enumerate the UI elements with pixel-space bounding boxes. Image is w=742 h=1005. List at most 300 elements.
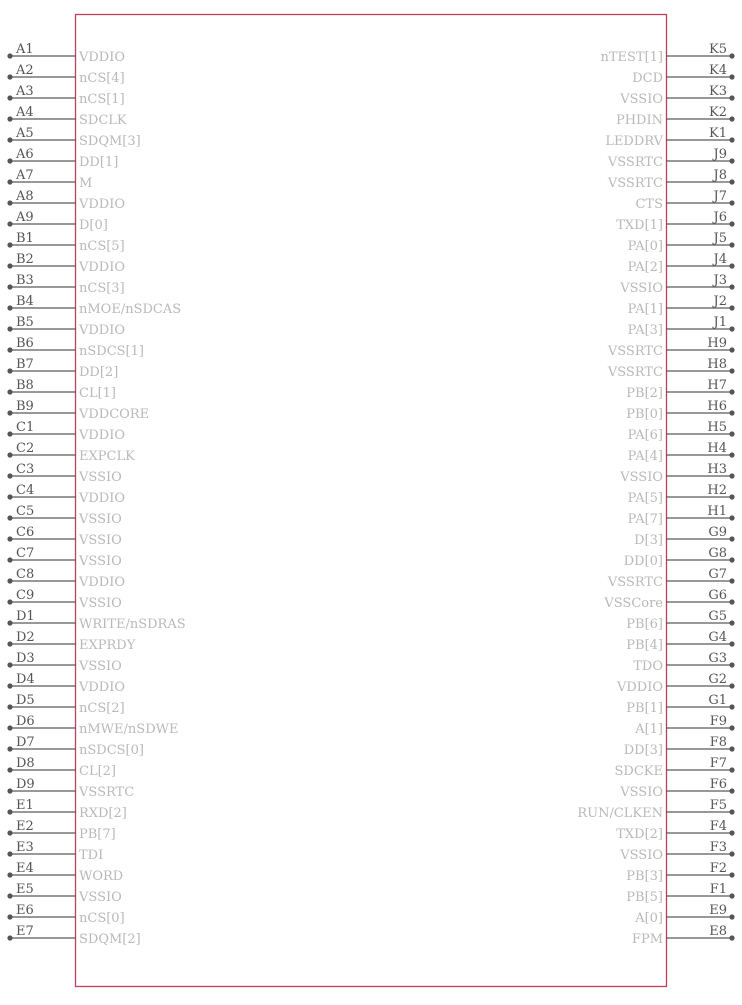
pin-connection-dot bbox=[7, 452, 12, 457]
pin-number: A2 bbox=[16, 63, 34, 78]
pin-name: PA[2] bbox=[627, 260, 663, 275]
pin-name: VSSIO bbox=[620, 470, 663, 485]
pin-j3 bbox=[619, 273, 734, 296]
pin-name: SDQM[2] bbox=[79, 932, 141, 947]
pin-j2 bbox=[628, 294, 735, 317]
pin-number: D7 bbox=[16, 735, 35, 750]
pin-connection-dot bbox=[7, 368, 12, 373]
pin-number: G8 bbox=[708, 546, 727, 561]
pin-number: C7 bbox=[16, 546, 35, 561]
pin-number: G1 bbox=[708, 693, 727, 708]
pin-number: C5 bbox=[16, 504, 35, 519]
pin-number: B7 bbox=[16, 357, 34, 372]
pin-number: C6 bbox=[16, 525, 35, 540]
left-pin-group bbox=[7, 42, 185, 947]
pin-connection-dot bbox=[7, 725, 12, 730]
pin-number: K4 bbox=[709, 63, 727, 78]
pin-connection-dot bbox=[729, 641, 734, 646]
pin-number: K1 bbox=[709, 126, 727, 141]
pin-a4 bbox=[7, 105, 127, 128]
pin-a6 bbox=[7, 147, 118, 170]
pin-name: VDDIO bbox=[79, 575, 126, 590]
pin-connection-dot bbox=[729, 599, 734, 604]
pin-connection-dot bbox=[7, 347, 12, 352]
component-body bbox=[76, 15, 667, 987]
pin-number: A3 bbox=[16, 84, 34, 99]
pin-c2 bbox=[7, 441, 135, 464]
pin-name: VDDCORE bbox=[79, 407, 150, 422]
pin-number: J2 bbox=[713, 294, 727, 309]
pin-a2 bbox=[7, 63, 124, 86]
pin-connection-dot bbox=[729, 851, 734, 856]
pin-name: VSSIO bbox=[79, 512, 122, 527]
pin-number: D3 bbox=[16, 651, 35, 666]
pin-connection-dot bbox=[729, 662, 734, 667]
pin-connection-dot bbox=[7, 893, 12, 898]
pin-connection-dot bbox=[729, 74, 734, 79]
pin-h9 bbox=[607, 336, 735, 359]
pin-connection-dot bbox=[729, 158, 734, 163]
pin-j7 bbox=[635, 189, 734, 212]
pin-connection-dot bbox=[729, 515, 734, 520]
pin-connection-dot bbox=[729, 116, 734, 121]
pin-g3 bbox=[633, 651, 734, 674]
pin-k3 bbox=[619, 84, 734, 107]
pin-connection-dot bbox=[7, 935, 12, 940]
pin-number: G6 bbox=[708, 588, 727, 603]
pin-connection-dot bbox=[7, 74, 12, 79]
pin-f8 bbox=[624, 735, 735, 758]
pin-c8 bbox=[7, 567, 125, 590]
pin-connection-dot bbox=[729, 473, 734, 478]
pin-number: D2 bbox=[16, 630, 35, 645]
pin-number: B2 bbox=[16, 252, 34, 267]
pin-name: VSSIO bbox=[620, 785, 663, 800]
pin-e6 bbox=[7, 903, 124, 926]
pin-connection-dot bbox=[729, 557, 734, 562]
pin-connection-dot bbox=[729, 53, 734, 58]
pin-number: A6 bbox=[16, 147, 34, 162]
pin-connection-dot bbox=[729, 368, 734, 373]
pin-name: PA[0] bbox=[627, 239, 663, 254]
pin-number: G2 bbox=[708, 672, 727, 687]
pin-name: VSSIO bbox=[79, 470, 122, 485]
pin-f5 bbox=[577, 798, 734, 821]
pin-number: F4 bbox=[709, 819, 727, 834]
pin-name: VSSIO bbox=[620, 281, 663, 296]
pin-c3 bbox=[7, 462, 121, 485]
pin-connection-dot bbox=[729, 410, 734, 415]
pin-name: EXPRDY bbox=[79, 638, 136, 653]
pin-e1 bbox=[7, 798, 126, 821]
pin-connection-dot bbox=[7, 851, 12, 856]
pin-b3 bbox=[7, 273, 124, 296]
pin-f7 bbox=[615, 756, 735, 779]
pin-k4 bbox=[632, 63, 734, 86]
pin-name: VDDIO bbox=[79, 491, 126, 506]
pin-connection-dot bbox=[7, 431, 12, 436]
pin-number: G4 bbox=[708, 630, 727, 645]
pin-number: H2 bbox=[707, 483, 727, 498]
pin-number: H9 bbox=[707, 336, 727, 351]
pin-number: B6 bbox=[16, 336, 34, 351]
pin-name: DD[3] bbox=[623, 743, 663, 758]
pin-number: J5 bbox=[713, 231, 727, 246]
pin-h7 bbox=[626, 378, 734, 401]
pin-number: B5 bbox=[16, 315, 34, 330]
pin-name: nMWE/nSDWE bbox=[79, 722, 179, 737]
pin-name: D[0] bbox=[79, 218, 108, 233]
pin-number: E9 bbox=[709, 903, 727, 918]
pin-number: K2 bbox=[709, 105, 727, 120]
pin-number: B3 bbox=[16, 273, 34, 288]
pin-name: LEDDRV bbox=[605, 134, 663, 149]
pin-connection-dot bbox=[729, 389, 734, 394]
pin-connection-dot bbox=[729, 347, 734, 352]
pin-number: J8 bbox=[713, 168, 727, 183]
pin-k2 bbox=[616, 105, 735, 128]
pin-connection-dot bbox=[7, 809, 12, 814]
pin-number: H3 bbox=[707, 462, 727, 477]
pin-e9 bbox=[634, 903, 734, 926]
pin-connection-dot bbox=[7, 137, 12, 142]
pin-name: nSDCS[1] bbox=[79, 344, 144, 359]
pin-name: VSSIO bbox=[79, 659, 122, 674]
pin-connection-dot bbox=[7, 242, 12, 247]
pin-connection-dot bbox=[7, 200, 12, 205]
pin-name: PA[3] bbox=[627, 323, 663, 338]
pin-name: VSSRTC bbox=[607, 575, 663, 590]
pin-number: D4 bbox=[16, 672, 35, 687]
pin-number: F2 bbox=[709, 861, 727, 876]
pin-number: D1 bbox=[16, 609, 35, 624]
pin-j9 bbox=[607, 147, 735, 170]
pin-f1 bbox=[626, 882, 734, 905]
pin-name: TXD[1] bbox=[616, 218, 663, 233]
pin-name: VDDIO bbox=[79, 323, 126, 338]
pin-name: VSSRTC bbox=[607, 176, 663, 191]
pin-number: F5 bbox=[709, 798, 727, 813]
pin-a7 bbox=[7, 168, 92, 191]
pin-number: H1 bbox=[707, 504, 727, 519]
pin-connection-dot bbox=[729, 830, 734, 835]
pin-connection-dot bbox=[7, 158, 12, 163]
pin-k5 bbox=[600, 42, 734, 65]
pin-number: C9 bbox=[16, 588, 35, 603]
pin-name: VSSRTC bbox=[607, 155, 663, 170]
pin-number: D6 bbox=[16, 714, 35, 729]
pin-name: EXPCLK bbox=[79, 449, 135, 464]
pin-b7 bbox=[7, 357, 118, 380]
pin-number: J9 bbox=[713, 147, 727, 162]
pin-number: E5 bbox=[16, 882, 34, 897]
pin-number: F3 bbox=[709, 840, 727, 855]
pin-d8 bbox=[7, 756, 116, 779]
pin-e2 bbox=[7, 819, 115, 842]
pin-name: VSSIO bbox=[620, 848, 663, 863]
pin-name: VSSRTC bbox=[79, 785, 135, 800]
pin-name: nCS[5] bbox=[79, 239, 125, 254]
pin-name: nCS[3] bbox=[79, 281, 125, 296]
pin-number: D9 bbox=[16, 777, 35, 792]
pin-connection-dot bbox=[7, 389, 12, 394]
pin-h6 bbox=[626, 399, 734, 422]
pin-name: VDDIO bbox=[616, 680, 663, 695]
pin-d5 bbox=[7, 693, 124, 716]
pin-name: RXD[2] bbox=[79, 806, 127, 821]
pin-number: A5 bbox=[16, 126, 34, 141]
pin-number: K3 bbox=[709, 84, 727, 99]
pin-connection-dot bbox=[7, 746, 12, 751]
pin-name: TDI bbox=[79, 848, 104, 863]
pin-connection-dot bbox=[729, 809, 734, 814]
pin-name: SDCKE bbox=[614, 764, 663, 779]
pin-name: VSSIO bbox=[79, 554, 122, 569]
pin-connection-dot bbox=[729, 725, 734, 730]
pin-connection-dot bbox=[7, 599, 12, 604]
pin-name: VSSIO bbox=[79, 596, 122, 611]
pin-name: PA[7] bbox=[627, 512, 663, 527]
pin-number: J6 bbox=[713, 210, 727, 225]
pin-c5 bbox=[7, 504, 121, 527]
pin-b5 bbox=[7, 315, 125, 338]
pin-connection-dot bbox=[7, 263, 12, 268]
pin-f9 bbox=[634, 714, 734, 737]
pin-connection-dot bbox=[729, 263, 734, 268]
pin-j8 bbox=[607, 168, 735, 191]
pin-number: B8 bbox=[16, 378, 34, 393]
pin-a3 bbox=[7, 84, 124, 107]
pin-name: VSSIO bbox=[79, 890, 122, 905]
pin-connection-dot bbox=[729, 95, 734, 100]
pin-number: E3 bbox=[16, 840, 34, 855]
pin-g9 bbox=[634, 525, 734, 548]
pin-name: VSSCore bbox=[604, 596, 663, 611]
pin-d9 bbox=[7, 777, 134, 800]
pin-name: VSSIO bbox=[79, 533, 122, 548]
pin-number: G5 bbox=[708, 609, 727, 624]
pin-name: PA[4] bbox=[627, 449, 663, 464]
pin-connection-dot bbox=[729, 494, 734, 499]
pin-number: F8 bbox=[709, 735, 727, 750]
pin-connection-dot bbox=[729, 536, 734, 541]
pin-name: PB[1] bbox=[626, 701, 663, 716]
pin-connection-dot bbox=[729, 788, 734, 793]
pin-connection-dot bbox=[729, 284, 734, 289]
pin-name: PB[0] bbox=[626, 407, 663, 422]
pin-number: B9 bbox=[16, 399, 34, 414]
pin-connection-dot bbox=[7, 284, 12, 289]
pin-name: A[0] bbox=[635, 911, 663, 926]
pin-name: PB[4] bbox=[626, 638, 663, 653]
pin-connection-dot bbox=[7, 116, 12, 121]
pin-number: H4 bbox=[707, 441, 727, 456]
pin-name: nCS[1] bbox=[79, 92, 125, 107]
pin-number: E6 bbox=[16, 903, 34, 918]
pin-number: J4 bbox=[713, 252, 727, 267]
pin-f6 bbox=[619, 777, 734, 800]
pin-j5 bbox=[628, 231, 735, 254]
pin-number: G9 bbox=[708, 525, 727, 540]
pin-j4 bbox=[628, 252, 735, 275]
pin-connection-dot bbox=[7, 536, 12, 541]
pin-c9 bbox=[7, 588, 121, 611]
pin-c6 bbox=[7, 525, 121, 548]
pin-j1 bbox=[628, 315, 735, 338]
pin-name: PB[2] bbox=[626, 386, 663, 401]
pin-d6 bbox=[7, 714, 178, 737]
pin-name: VDDIO bbox=[79, 260, 126, 275]
pin-name: nCS[0] bbox=[79, 911, 125, 926]
pin-name: RUN/CLKEN bbox=[577, 806, 663, 821]
pin-e3 bbox=[7, 840, 103, 863]
pin-number: C4 bbox=[16, 483, 35, 498]
pin-g1 bbox=[626, 693, 734, 716]
pin-number: F9 bbox=[709, 714, 727, 729]
pin-connection-dot bbox=[7, 53, 12, 58]
pin-number: J7 bbox=[713, 189, 727, 204]
right-pin-group bbox=[577, 42, 734, 947]
pin-h2 bbox=[628, 483, 735, 506]
pin-b2 bbox=[7, 252, 125, 275]
pin-name: CL[2] bbox=[79, 764, 116, 779]
pin-connection-dot bbox=[7, 326, 12, 331]
pin-connection-dot bbox=[729, 893, 734, 898]
pin-name: PA[6] bbox=[627, 428, 663, 443]
pin-name: TXD[2] bbox=[616, 827, 663, 842]
pin-number: E4 bbox=[16, 861, 34, 876]
pin-e8 bbox=[632, 924, 735, 947]
pin-number: E7 bbox=[16, 924, 34, 939]
pin-f4 bbox=[616, 819, 734, 842]
pin-connection-dot bbox=[7, 683, 12, 688]
pin-name: VDDIO bbox=[79, 197, 126, 212]
pin-e5 bbox=[7, 882, 121, 905]
pin-name: VSSRTC bbox=[607, 344, 663, 359]
pin-b9 bbox=[7, 399, 149, 422]
pin-g5 bbox=[626, 609, 734, 632]
pin-connection-dot bbox=[729, 221, 734, 226]
pin-c4 bbox=[7, 483, 125, 506]
pin-connection-dot bbox=[7, 473, 12, 478]
pin-connection-dot bbox=[7, 305, 12, 310]
pin-d1 bbox=[7, 609, 185, 632]
pin-number: E2 bbox=[16, 819, 34, 834]
pin-a8 bbox=[7, 189, 125, 212]
pin-connection-dot bbox=[729, 326, 734, 331]
pin-name: nSDCS[0] bbox=[79, 743, 144, 758]
pin-name: VSSRTC bbox=[607, 365, 663, 380]
pin-number: D8 bbox=[16, 756, 35, 771]
pin-name: TDO bbox=[633, 659, 663, 674]
pin-name: WORD bbox=[79, 869, 124, 884]
pin-h1 bbox=[628, 504, 735, 527]
pin-number: D5 bbox=[16, 693, 35, 708]
pin-g7 bbox=[607, 567, 735, 590]
pin-name: PHDIN bbox=[615, 113, 663, 128]
pin-connection-dot bbox=[7, 788, 12, 793]
pin-name: PB[5] bbox=[626, 890, 663, 905]
pin-number: A7 bbox=[16, 168, 34, 183]
pin-number: H6 bbox=[707, 399, 727, 414]
pin-number: A8 bbox=[16, 189, 34, 204]
pin-b1 bbox=[7, 231, 124, 254]
pin-name: VDDIO bbox=[79, 680, 126, 695]
pin-d4 bbox=[7, 672, 125, 695]
pin-name: PA[5] bbox=[627, 491, 663, 506]
pin-number: G3 bbox=[708, 651, 727, 666]
pin-number: A4 bbox=[16, 105, 34, 120]
pin-connection-dot bbox=[7, 221, 12, 226]
pin-number: H5 bbox=[707, 420, 727, 435]
pin-connection-dot bbox=[7, 914, 12, 919]
pin-connection-dot bbox=[7, 767, 12, 772]
pin-a1 bbox=[7, 42, 125, 65]
pin-connection-dot bbox=[729, 935, 734, 940]
pin-name: DCD bbox=[632, 71, 663, 86]
pin-name: A[1] bbox=[635, 722, 663, 737]
pin-c7 bbox=[7, 546, 121, 569]
pin-number: F1 bbox=[709, 882, 727, 897]
pin-number: B4 bbox=[16, 294, 34, 309]
pin-connection-dot bbox=[729, 767, 734, 772]
pin-number: A1 bbox=[16, 42, 34, 57]
pin-name: DD[0] bbox=[623, 554, 663, 569]
pin-connection-dot bbox=[7, 494, 12, 499]
pin-number: K5 bbox=[709, 42, 727, 57]
pin-name: CL[1] bbox=[79, 386, 116, 401]
pin-connection-dot bbox=[729, 746, 734, 751]
pin-g4 bbox=[626, 630, 734, 653]
pin-connection-dot bbox=[729, 578, 734, 583]
pin-name: SDCLK bbox=[79, 113, 127, 128]
pin-b8 bbox=[7, 378, 116, 401]
pin-b4 bbox=[7, 294, 181, 317]
pin-name: M bbox=[79, 176, 93, 191]
pin-connection-dot bbox=[729, 200, 734, 205]
pin-a9 bbox=[7, 210, 107, 233]
pin-connection-dot bbox=[729, 683, 734, 688]
pin-number: C8 bbox=[16, 567, 35, 582]
pin-connection-dot bbox=[729, 431, 734, 436]
pin-name: FPM bbox=[631, 932, 663, 947]
pin-number: B1 bbox=[16, 231, 34, 246]
pin-name: DD[1] bbox=[79, 155, 119, 170]
pin-name: DD[2] bbox=[79, 365, 119, 380]
pin-connection-dot bbox=[729, 242, 734, 247]
pin-connection-dot bbox=[729, 452, 734, 457]
pin-connection-dot bbox=[729, 620, 734, 625]
pin-connection-dot bbox=[729, 179, 734, 184]
pin-name: PA[1] bbox=[627, 302, 663, 317]
pin-number: C3 bbox=[16, 462, 35, 477]
pin-number: E8 bbox=[709, 924, 727, 939]
pin-g8 bbox=[624, 546, 735, 569]
pin-connection-dot bbox=[7, 704, 12, 709]
pin-connection-dot bbox=[7, 578, 12, 583]
pin-connection-dot bbox=[7, 872, 12, 877]
pin-name: CTS bbox=[635, 197, 663, 212]
pin-connection-dot bbox=[729, 704, 734, 709]
pin-g6 bbox=[603, 588, 734, 611]
pin-f3 bbox=[619, 840, 734, 863]
pin-number: G7 bbox=[708, 567, 727, 582]
pin-number: H7 bbox=[707, 378, 727, 393]
pin-number: A9 bbox=[16, 210, 34, 225]
pin-connection-dot bbox=[729, 305, 734, 310]
pin-c1 bbox=[7, 420, 125, 443]
pin-j6 bbox=[616, 210, 734, 233]
